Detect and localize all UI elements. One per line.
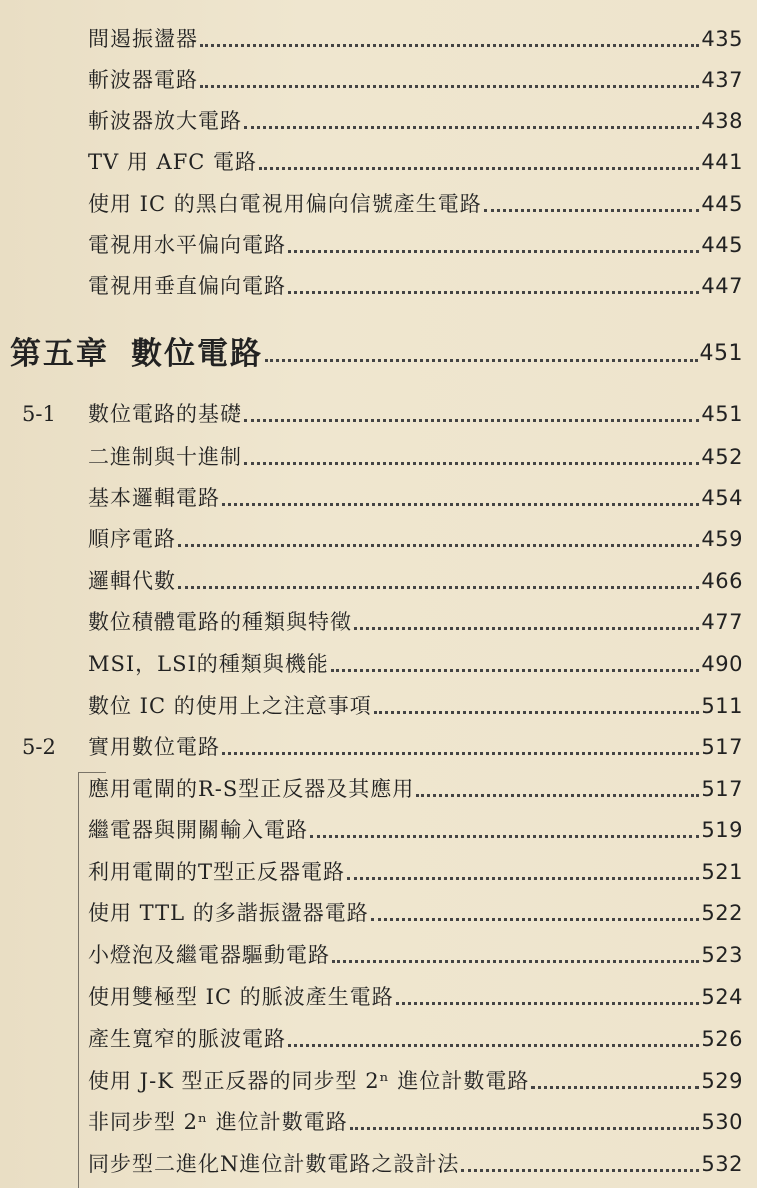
toc-entry <box>0 937 757 973</box>
entry-page: 524 <box>701 985 743 1009</box>
entry-title: 使用 J-K 型正反器的同步型 2ⁿ 進位計數電路 <box>88 1069 530 1093</box>
entry-page: 445 <box>701 192 743 216</box>
toc-entry <box>0 812 757 848</box>
entry-title: 電視用垂直偏向電路 <box>88 274 286 298</box>
dot-leader <box>178 586 699 589</box>
dot-leader <box>354 627 699 630</box>
entry-title: 數位電路的基礎 <box>88 402 242 426</box>
entry-title: 間遏振盪器 <box>88 27 198 51</box>
entry-page: 519 <box>701 818 743 842</box>
dot-leader <box>200 85 699 88</box>
toc-entry <box>0 604 757 640</box>
entry-page: 517 <box>701 777 743 801</box>
chapter-title <box>10 333 263 375</box>
entry-title: 順序電路 <box>88 527 176 551</box>
entry-title: 基本邏輯電路 <box>88 486 220 510</box>
toc-entry <box>0 103 757 139</box>
entry-page: 529 <box>701 1069 743 1093</box>
toc-entry <box>0 439 757 475</box>
toc-entry <box>0 62 757 98</box>
entry-title: 斬波器放大電路 <box>88 109 242 133</box>
entry-page: 532 <box>701 1152 743 1176</box>
entry-page: 526 <box>701 1027 743 1051</box>
toc-entry <box>0 144 757 180</box>
entry-title: 非同步型 2ⁿ 進位計數電路 <box>88 1110 348 1134</box>
toc-entry <box>0 227 757 263</box>
entry-page: 454 <box>701 486 743 510</box>
entry-page: 438 <box>701 109 743 133</box>
toc-entry <box>0 1104 757 1140</box>
dot-leader <box>310 835 699 838</box>
dot-leader <box>265 359 698 362</box>
entry-page: 522 <box>701 901 743 925</box>
entry-title: 數位積體電路的種類與特徵 <box>88 610 352 634</box>
dot-leader <box>200 44 699 47</box>
entry-page: 466 <box>701 569 743 593</box>
dot-leader <box>178 544 699 547</box>
entry-title: 電視用水平偏向電路 <box>88 233 286 257</box>
toc-entry <box>0 688 757 724</box>
entry-title: 實用數位電路 <box>88 735 220 759</box>
toc-entry <box>0 895 757 931</box>
toc-entry <box>0 521 757 557</box>
entry-title: 使用 IC 的黑白電視用偏向信號產生電路 <box>88 192 482 216</box>
toc-entry <box>0 854 757 890</box>
entry-page: 521 <box>701 860 743 884</box>
toc-entry <box>0 729 757 765</box>
chapter-label: 第五章 <box>10 336 109 372</box>
dot-leader <box>244 126 699 129</box>
toc-entry <box>0 186 757 222</box>
toc-entry <box>0 21 757 57</box>
dot-leader <box>244 419 699 422</box>
toc-entry <box>0 646 757 682</box>
dot-leader <box>416 794 699 797</box>
dot-leader <box>288 291 699 294</box>
entry-page: 511 <box>701 694 743 718</box>
entry-title: 斬波器電路 <box>88 68 198 92</box>
toc-entry <box>0 1063 757 1099</box>
entry-page: 517 <box>701 735 743 759</box>
entry-title: 使用 TTL 的多諧振盪器電路 <box>88 901 369 925</box>
entry-title: 二進制與十進制 <box>88 445 242 469</box>
dot-leader <box>331 669 700 672</box>
dot-leader <box>288 250 699 253</box>
entry-page: 530 <box>701 1110 743 1134</box>
entry-title: 數位 IC 的使用上之注意事項 <box>88 694 372 718</box>
toc-entry <box>0 1146 757 1182</box>
entry-page: 490 <box>701 652 743 676</box>
dot-leader <box>531 1086 699 1089</box>
toc-entry <box>0 771 757 807</box>
chapter-page: 451 <box>699 341 743 366</box>
chapter-name: 數位電路 <box>131 336 263 372</box>
section-number: 5-1 <box>22 402 56 426</box>
entry-title: 邏輯代數 <box>88 569 176 593</box>
toc-entry <box>0 563 757 599</box>
entry-page: 437 <box>701 68 743 92</box>
dot-leader <box>259 167 699 170</box>
entry-page: 435 <box>701 27 743 51</box>
dot-leader <box>347 877 699 880</box>
dot-leader <box>371 918 700 921</box>
entry-page: 445 <box>701 233 743 257</box>
entry-title: 應用電閘的R-S型正反器及其應用 <box>88 777 415 801</box>
dot-leader <box>222 503 699 506</box>
toc-entry <box>0 1021 757 1057</box>
entry-page: 459 <box>701 527 743 551</box>
entry-title: 產生寬窄的脈波電路 <box>88 1027 286 1051</box>
entry-title: 使用雙極型 IC 的脈波產生電路 <box>88 985 394 1009</box>
chapter-heading <box>0 333 757 375</box>
toc-entry <box>0 268 757 304</box>
dot-leader <box>332 960 699 963</box>
entry-title: MSI，LSI的種類與機能 <box>88 652 329 676</box>
entry-page: 477 <box>701 610 743 634</box>
entry-title: 同步型二進化N進位計數電路之設計法 <box>88 1152 460 1176</box>
dot-leader <box>244 462 699 465</box>
dot-leader <box>396 1002 700 1005</box>
entry-title: 繼電器與開關輸入電路 <box>88 818 308 842</box>
entry-title: 小燈泡及繼電器驅動電路 <box>88 943 330 967</box>
entry-page: 523 <box>701 943 743 967</box>
entry-title: 利用電閘的T型正反器電路 <box>88 860 346 884</box>
entry-title: TV 用 AFC 電路 <box>88 150 258 174</box>
dot-leader <box>350 1127 700 1130</box>
entry-page: 447 <box>701 274 743 298</box>
dot-leader <box>374 711 700 714</box>
toc-entry <box>0 480 757 516</box>
toc-entry <box>0 979 757 1015</box>
entry-page: 441 <box>701 150 743 174</box>
entry-page: 452 <box>701 445 743 469</box>
dot-leader <box>461 1169 699 1172</box>
entry-page: 451 <box>701 402 743 426</box>
dot-leader <box>222 752 699 755</box>
dot-leader <box>484 209 700 212</box>
toc-entry <box>0 396 757 432</box>
dot-leader <box>288 1044 699 1047</box>
section-number: 5-2 <box>22 735 56 759</box>
